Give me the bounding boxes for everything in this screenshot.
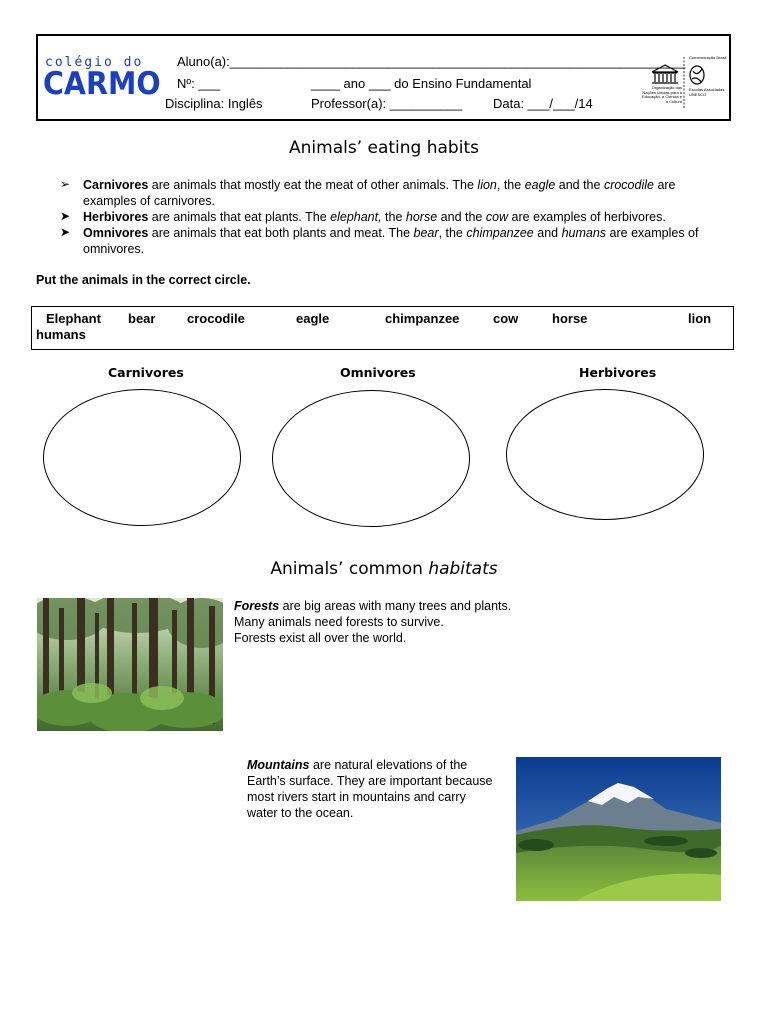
bullet-arrow-icon: ➤ <box>60 225 71 239</box>
omnivores-circle-label: Omnivores <box>340 365 416 380</box>
bullet-arrow-icon: ➢ <box>60 177 71 191</box>
carnivores-definition: Carnivores are animals that mostly eat the meat of other animals. The lion, the eagle and the crocodile are examples of carnivores. <box>83 178 676 208</box>
carnivores-circle-label: Carnivores <box>108 365 184 380</box>
word-bank-item: bear <box>128 311 156 326</box>
bullet-arrow-icon: ➤ <box>60 209 71 223</box>
school-logo: CARMO <box>43 66 161 102</box>
date-field: Data: ___/___/14 <box>493 96 593 111</box>
word-bank-item: chimpanzee <box>385 311 460 326</box>
eating-habits-title: Animals’ eating habits <box>289 138 479 158</box>
forest-photo <box>37 598 223 731</box>
habitats-title: Animals’ common habitats <box>270 559 498 579</box>
student-number-field: Nº: ___ <box>177 76 221 91</box>
teacher-field: Professor(a): __________ <box>311 96 463 111</box>
herbivores-answer-circle[interactable] <box>506 389 704 520</box>
omnivores-answer-circle[interactable] <box>272 390 470 527</box>
word-bank-item: crocodile <box>187 311 245 326</box>
grade-field: ____ ano ___ do Ensino Fundamental <box>311 76 532 91</box>
word-bank-item: horse <box>552 311 588 326</box>
subject-field: Disciplina: Inglês <box>165 96 263 111</box>
word-bank-item: humans <box>36 327 86 342</box>
unesco-commemoration-text: Comemoração Brasil <box>689 55 727 60</box>
word-bank-item: cow <box>493 311 519 326</box>
unesco-schools-text: Escolas Associadas UNESCO <box>689 87 725 97</box>
mountains-description: Mountains are natural elevations of the Earth’s surface. They are important because most rivers start in mountains and carry water to the ocean. <box>247 758 493 820</box>
word-bank-item: eagle <box>296 311 330 326</box>
herbivores-definition: Herbivores are animals that eat plants. The elephant, the horse and the cow are examples of herbivores. <box>83 210 666 224</box>
omnivores-definition: Omnivores are animals that eat both plants and meat. The bear, the chimpanzee and humans are examples of omnivores. <box>83 226 699 256</box>
word-bank-item: lion <box>688 311 712 326</box>
unesco-org-text: Organização das Nações Unidas para a Educação, a Ciência e a Cultura <box>641 85 682 104</box>
mountain-photo <box>516 757 721 901</box>
carnivores-answer-circle[interactable] <box>43 389 241 526</box>
word-bank-item: Elephant <box>46 311 101 326</box>
forests-description: Forests are big areas with many trees and plants. Many animals need forests to survive. Forests exist all over the world. <box>234 599 512 645</box>
instruction-text: Put the animals in the correct circle. <box>36 273 251 287</box>
school-logo-subtitle: colégio do <box>45 55 144 70</box>
herbivores-circle-label: Herbivores <box>579 365 657 380</box>
student-name-field: Aluno(a):_______________________________________________________________ <box>177 54 686 69</box>
